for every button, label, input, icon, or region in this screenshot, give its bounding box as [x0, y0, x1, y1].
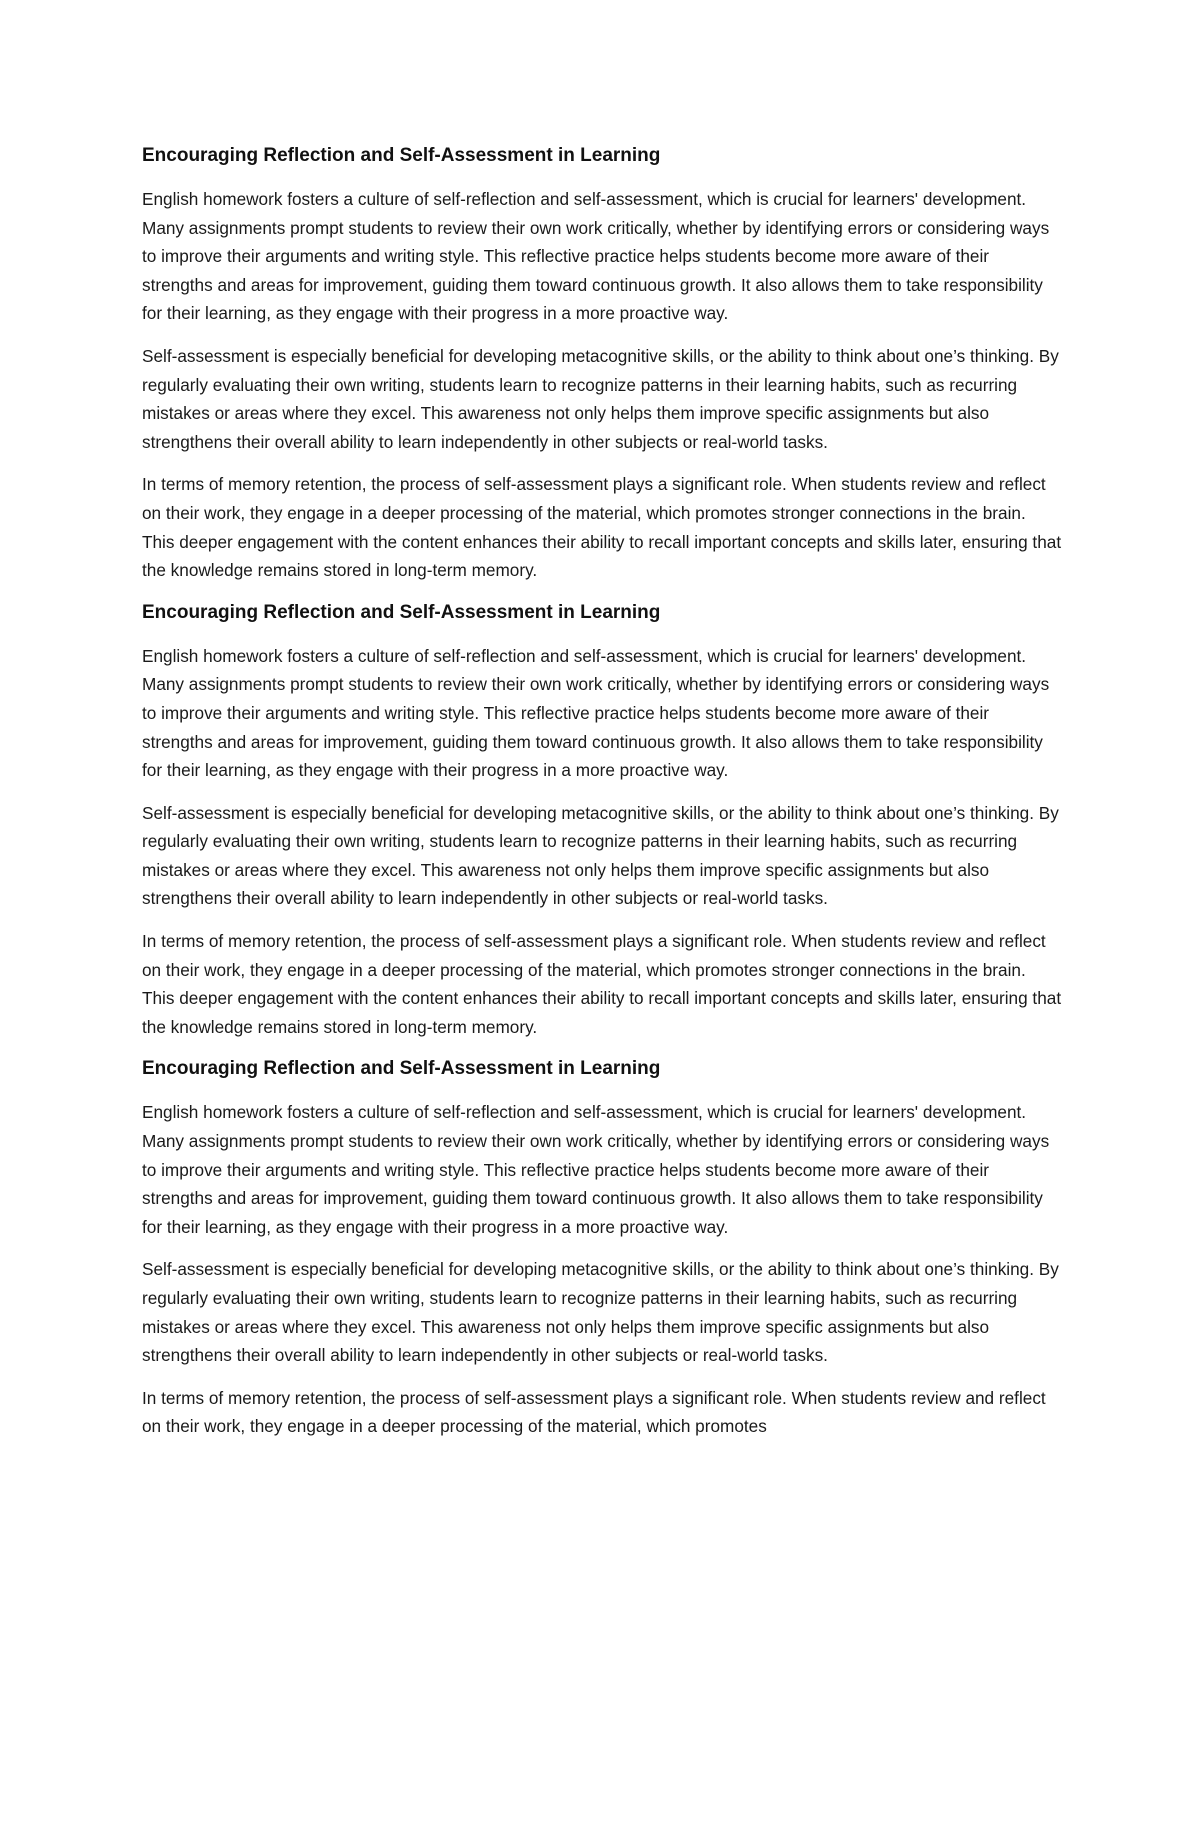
paragraph: In terms of memory retention, the process of self-assessment plays a significant role. When students review and reflect on their work, they engage in a deeper processing of the material, which promotes [142, 1387, 1046, 1437]
section-heading: Encouraging Reflection and Self-Assessment in Learning [142, 1058, 661, 1080]
document-section [142, 1055, 1062, 1441]
document-section [142, 142, 1062, 585]
paragraph: Self-assessment is especially beneficial for developing metacognitive skills, or the ability to think about one’s thinking. By regularly evaluating their own writing, students learn to recognize patterns in their learning habits, such as recurring mistakes or areas where they excel. This awareness not only helps them improve specific assignments but also strengthens their overall ability to learn independently in other subjects or real-world tasks. [142, 345, 1059, 452]
document-section [142, 599, 1062, 1042]
paragraph: Self-assessment is especially beneficial for developing metacognitive skills, or the ability to think about one’s thinking. By regularly evaluating their own writing, students learn to recognize patterns in their learning habits, such as recurring mistakes or areas where they excel. This awareness not only helps them improve specific assignments but also strengthens their overall ability to learn independently in other subjects or real-world tasks. [142, 802, 1059, 909]
paragraph: In terms of memory retention, the process of self-assessment plays a significant role. When students review and reflect on their work, they engage in a deeper processing of the material, which promotes stronger connections in the brain. This deeper engagement with the content enhances their ability to recall important concepts and skills later, ensuring that the knowledge remains stored in long-term memory. [142, 474, 1062, 581]
paragraph: Self-assessment is especially beneficial for developing metacognitive skills, or the ability to think about one’s thinking. By regularly evaluating their own writing, students learn to recognize patterns in their learning habits, such as recurring mistakes or areas where they excel. This awareness not only helps them improve specific assignments but also strengthens their overall ability to learn independently in other subjects or real-world tasks. [142, 1259, 1059, 1366]
paragraph: English homework fosters a culture of self-reflection and self-assessment, which is crucial for learners' development. Many assignments prompt students to review their own work critically, whether by identifying errors or considering ways to improve their arguments and writing style. This reflective practice helps students become more aware of their strengths and areas for improvement, guiding them toward continuous growth. It also allows them to take responsibility for their learning, as they engage with their progress in a more proactive way. [142, 1102, 1050, 1237]
paragraph: English homework fosters a culture of self-reflection and self-assessment, which is crucial for learners' development. Many assignments prompt students to review their own work critically, whether by identifying errors or considering ways to improve their arguments and writing style. This reflective practice helps students become more aware of their strengths and areas for improvement, guiding them toward continuous growth. It also allows them to take responsibility for their learning, as they engage with their progress in a more proactive way. [142, 189, 1050, 324]
section-heading: Encouraging Reflection and Self-Assessment in Learning [142, 601, 661, 623]
section-heading: Encouraging Reflection and Self-Assessment in Learning [142, 145, 661, 166]
paragraph: In terms of memory retention, the process of self-assessment plays a significant role. When students review and reflect on their work, they engage in a deeper processing of the material, which promotes stronger connections in the brain. This deeper engagement with the content enhances their ability to recall important concepts and skills later, ensuring that the knowledge remains stored in long-term memory. [142, 931, 1062, 1037]
paragraph: English homework fosters a culture of self-reflection and self-assessment, which is crucial for learners' development. Many assignments prompt students to review their own work critically, whether by identifying errors or considering ways to improve their arguments and writing style. This reflective practice helps students become more aware of their strengths and areas for improvement, guiding them toward continuous growth. It also allows them to take responsibility for their learning, as they engage with their progress in a more proactive way. [142, 645, 1050, 781]
document-page [142, 142, 1062, 1455]
